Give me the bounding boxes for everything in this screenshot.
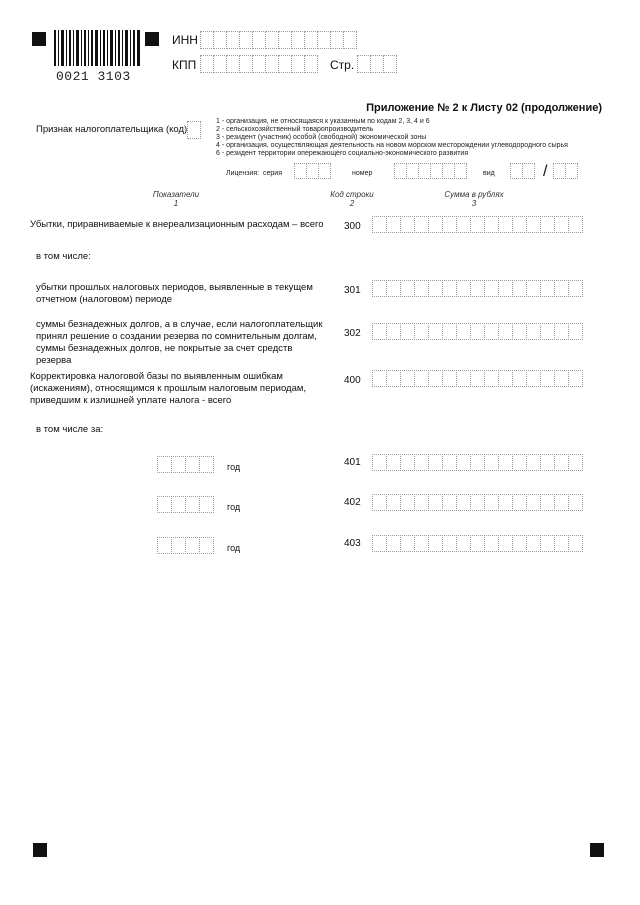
inn-label: ИНН [172,33,198,47]
comb-cell[interactable] [428,535,443,552]
comb-cell[interactable] [456,370,471,387]
comb-cell[interactable] [317,31,331,49]
comb-cell[interactable] [414,216,429,233]
license-type-field-b[interactable] [553,163,577,179]
page-label: Стр. [330,58,355,72]
comb-cell[interactable] [304,55,318,73]
comb-cell[interactable] [498,323,513,340]
comb-cell[interactable] [484,216,499,233]
comb-cell[interactable] [239,55,253,73]
comb-cell[interactable] [372,370,387,387]
in-total-label: в том числе: [36,251,91,262]
taxpayer-sign-field[interactable] [187,121,200,139]
kpp-label: КПП [172,58,197,72]
comb-cell[interactable] [442,323,457,340]
row-300-amount-field[interactable] [372,216,582,233]
comb-cell[interactable] [414,535,429,552]
inn-field[interactable] [200,31,356,49]
comb-cell[interactable] [565,163,578,179]
comb-cell[interactable] [386,494,401,511]
comb-cell[interactable] [400,370,415,387]
comb-cell[interactable] [484,280,499,297]
comb-cell[interactable] [540,323,555,340]
row-301-label: убытки прошлых налоговых периодов, выявленные в текущем отчетном (налоговом) периоде [36,282,313,305]
comb-cell[interactable] [386,216,401,233]
row-400-label: Корректировка налоговой базы по выявленным ошибкам (искажениям), относящимся к прошлым налоговым периодам, приведшим к излишней уплате налога - всего [30,371,307,406]
license-separator: / [543,163,548,180]
comb-cell[interactable] [526,535,541,552]
comb-cell[interactable] [484,323,499,340]
comb-cell[interactable] [372,280,387,297]
comb-cell[interactable] [442,370,457,387]
comb-cell[interactable] [470,280,485,297]
row-300-code: 300 [344,221,361,232]
comb-cell[interactable] [540,494,555,511]
corner-marker-bottom-right [590,843,604,857]
taxpayer-option-2: 2 - сельскохозяйственный товаропроизводитель [216,126,374,133]
comb-cell[interactable] [157,456,172,473]
row-301-code: 301 [344,285,361,296]
comb-cell[interactable] [171,496,186,513]
comb-cell[interactable] [554,370,569,387]
comb-cell[interactable] [540,280,555,297]
comb-cell[interactable] [185,496,200,513]
comb-cell[interactable] [442,535,457,552]
row-403-amount-field[interactable] [372,535,582,552]
comb-cell[interactable] [226,31,240,49]
comb-cell[interactable] [526,323,541,340]
comb-cell[interactable] [372,454,387,471]
comb-cell[interactable] [171,537,186,554]
comb-cell[interactable] [252,55,266,73]
barcode-number: 0021 3103 [56,69,131,84]
row-401-amount-field[interactable] [372,454,582,471]
comb-cell[interactable] [171,456,186,473]
taxpayer-option-6: 6 - резидент территории опережающего социально-экономического развития [216,150,469,157]
comb-cell[interactable] [540,535,555,552]
corner-marker-top-left [32,32,46,46]
comb-cell[interactable] [554,323,569,340]
license-type-field-a[interactable] [510,163,534,179]
comb-cell[interactable] [442,280,457,297]
comb-cell[interactable] [400,280,415,297]
comb-cell[interactable] [554,454,569,471]
comb-cell[interactable] [213,55,227,73]
comb-cell[interactable] [343,31,357,49]
comb-cell[interactable] [554,494,569,511]
comb-cell[interactable] [470,454,485,471]
row-403-year-label: год [227,543,241,553]
comb-cell[interactable] [157,537,172,554]
column-number-2: 2 [349,199,355,208]
comb-cell[interactable] [526,280,541,297]
comb-cell[interactable] [414,280,429,297]
comb-cell[interactable] [498,454,513,471]
comb-cell[interactable] [239,31,253,49]
comb-cell[interactable] [456,216,471,233]
comb-cell[interactable] [512,494,527,511]
comb-cell[interactable] [428,323,443,340]
comb-cell[interactable] [199,456,214,473]
comb-cell[interactable] [291,55,305,73]
comb-cell[interactable] [470,494,485,511]
comb-cell[interactable] [568,494,583,511]
comb-cell[interactable] [304,31,318,49]
taxpayer-sign-label: Признак налогоплательщика (код) [36,124,188,135]
comb-cell[interactable] [330,31,344,49]
kpp-field[interactable] [200,55,317,73]
comb-cell[interactable] [400,454,415,471]
comb-cell[interactable] [554,535,569,552]
comb-cell[interactable] [554,216,569,233]
comb-cell[interactable] [386,370,401,387]
comb-cell[interactable] [187,121,201,139]
row-400-code: 400 [344,375,361,386]
comb-cell[interactable] [470,216,485,233]
column-header-line-code: Код строки [330,190,374,199]
column-number-3: 3 [471,199,477,208]
comb-cell[interactable] [291,31,305,49]
comb-cell[interactable] [265,55,279,73]
comb-cell[interactable] [386,280,401,297]
comb-cell[interactable] [568,370,583,387]
row-400-amount-field[interactable] [372,370,582,387]
comb-cell[interactable] [200,31,214,49]
comb-cell[interactable] [199,537,214,554]
comb-cell[interactable] [414,494,429,511]
column-number-1: 1 [173,199,179,208]
comb-cell[interactable] [414,454,429,471]
comb-cell[interactable] [372,494,387,511]
comb-cell[interactable] [370,55,384,73]
comb-cell[interactable] [428,494,443,511]
corner-marker-top-right [145,32,159,46]
column-header-indicators: Показатели [152,190,200,199]
comb-cell[interactable] [512,323,527,340]
comb-cell[interactable] [498,494,513,511]
comb-cell[interactable] [400,216,415,233]
comb-cell[interactable] [372,216,387,233]
comb-cell[interactable] [414,323,429,340]
comb-cell[interactable] [470,370,485,387]
comb-cell[interactable] [442,216,457,233]
comb-cell[interactable] [278,31,292,49]
comb-cell[interactable] [400,494,415,511]
row-301-amount-field[interactable] [372,280,582,297]
comb-cell[interactable] [383,55,397,73]
comb-cell[interactable] [512,370,527,387]
comb-cell[interactable] [512,535,527,552]
in-total-for-label: в том числе за: [36,424,104,435]
comb-cell[interactable] [442,454,457,471]
comb-cell[interactable] [456,323,471,340]
row-402-year-field[interactable] [157,496,213,513]
comb-cell[interactable] [540,370,555,387]
comb-cell[interactable] [428,454,443,471]
comb-cell[interactable] [428,370,443,387]
row-402-amount-field[interactable] [372,494,582,511]
comb-cell[interactable] [568,216,583,233]
column-header-amount: Сумма в рублях [444,190,504,199]
row-402-year-label: год [227,502,241,512]
comb-cell[interactable] [498,280,513,297]
comb-cell[interactable] [568,535,583,552]
comb-cell[interactable] [470,323,485,340]
comb-cell[interactable] [252,31,266,49]
row-302-amount-field[interactable] [372,323,582,340]
comb-cell[interactable] [386,535,401,552]
barcode-icon [54,30,140,66]
comb-cell[interactable] [456,454,471,471]
comb-cell[interactable] [522,163,535,179]
page-title: Приложение № 2 к Листу 02 (продолжение) [366,102,602,114]
comb-cell[interactable] [372,323,387,340]
comb-cell[interactable] [498,216,513,233]
comb-cell[interactable] [554,280,569,297]
row-401-code: 401 [344,457,361,468]
comb-cell[interactable] [498,370,513,387]
comb-cell[interactable] [484,494,499,511]
comb-cell[interactable] [456,535,471,552]
comb-cell[interactable] [526,494,541,511]
comb-cell[interactable] [484,535,499,552]
license-series-label: серия [263,170,282,177]
comb-cell[interactable] [200,55,214,73]
row-403-code: 403 [344,538,361,549]
comb-cell[interactable] [386,454,401,471]
comb-cell[interactable] [400,535,415,552]
license-label: Лицензия: [226,170,260,177]
comb-cell[interactable] [456,494,471,511]
comb-cell[interactable] [512,454,527,471]
comb-cell[interactable] [278,55,292,73]
page-number-field[interactable] [357,55,396,73]
taxpayer-option-4: 4 - организация, осуществляющая деятельность на новом морском месторождении углеводородного сырья [216,142,568,149]
license-number-label: номер [352,170,373,177]
comb-cell[interactable] [185,456,200,473]
comb-cell[interactable] [357,55,371,73]
comb-cell[interactable] [199,496,214,513]
comb-cell[interactable] [512,216,527,233]
comb-cell[interactable] [498,535,513,552]
comb-cell[interactable] [470,535,485,552]
comb-cell[interactable] [526,454,541,471]
comb-cell[interactable] [372,535,387,552]
comb-cell[interactable] [414,370,429,387]
row-300-label: Убытки, приравниваемые к внереализационным расходам – всего [30,219,324,230]
license-type-label: вид [483,170,495,177]
comb-cell[interactable] [568,323,583,340]
row-402-code: 402 [344,497,361,508]
comb-cell[interactable] [484,454,499,471]
comb-cell[interactable] [568,280,583,297]
comb-cell[interactable] [226,55,240,73]
comb-cell[interactable] [213,31,227,49]
row-401-year-label: год [227,462,241,472]
comb-cell[interactable] [568,454,583,471]
comb-cell[interactable] [185,537,200,554]
comb-cell[interactable] [386,323,401,340]
row-302-label: суммы безнадежных долгов, а в случае, если налогоплательщик принял решение о создании резерва по сомнительным долгам, суммы безнадежных долгов, не покрытые за счет средств резерва [36,319,323,366]
corner-marker-bottom-left [33,843,47,857]
comb-cell[interactable] [526,216,541,233]
comb-cell[interactable] [428,216,443,233]
comb-cell[interactable] [512,280,527,297]
comb-cell[interactable] [157,496,172,513]
comb-cell[interactable] [540,216,555,233]
comb-cell[interactable] [484,370,499,387]
comb-cell[interactable] [318,163,331,179]
row-302-code: 302 [344,328,361,339]
comb-cell[interactable] [400,323,415,340]
comb-cell[interactable] [428,280,443,297]
comb-cell[interactable] [442,494,457,511]
comb-cell[interactable] [540,454,555,471]
comb-cell[interactable] [265,31,279,49]
row-401-year-field[interactable] [157,456,213,473]
comb-cell[interactable] [526,370,541,387]
comb-cell[interactable] [454,163,467,179]
row-403-year-field[interactable] [157,537,213,554]
license-series-field[interactable] [294,163,330,179]
comb-cell[interactable] [456,280,471,297]
taxpayer-option-1: 1 - организация, не относящаяся к указанным по кодам 2, 3, 4 и 6 [216,118,430,125]
taxpayer-option-3: 3 - резидент (участник) особой (свободной) экономической зоны [216,134,427,141]
license-number-field[interactable] [394,163,466,179]
